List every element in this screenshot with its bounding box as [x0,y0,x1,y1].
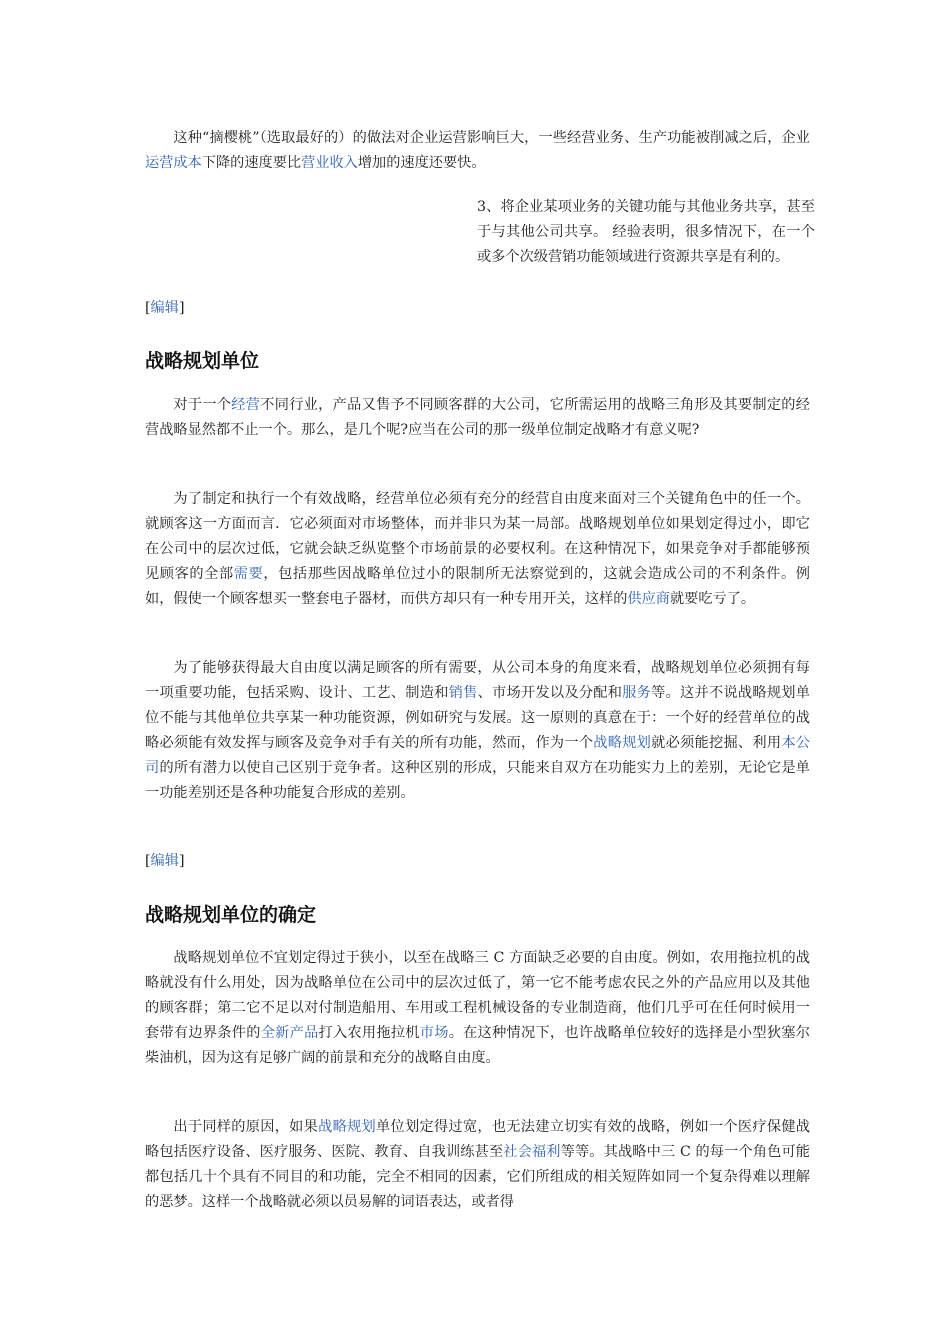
edit-bracket-open: [ [145,853,151,869]
paragraph-text: 、市场开发以及分配和 [477,685,623,701]
paragraph-text: 战略规划单位不宜划定得过于狭小，以至在战略三 C 方面缺乏必要的自由度。例如，农用拖拉机的战略就没有什么用处，因为战略单位在公司中的层次过低了，第一它不能考虑农民之外的产品应用以及其他的顾客群；第二它不足以对付制造船用、车用或工程机械设备的专业制造商，他们几乎可在任何时候用一套带有边界条件的 [145,950,810,1041]
paragraph-text: 等等。其战略中三 C 的每一个角色可能都包括几十个具有不同目的和功能，完全不相同的因素，它们所组成的相关短阵如同一个复杂得难以理解的恶梦。这样一个战略就必须以员易解的词语表达，或者得 [145,1144,810,1210]
link-supplier[interactable]: 供应商 [627,591,670,607]
intro-text-1: 这种“摘樱桃”（选取最好的）的做法对企业运营影响巨大，一些经营业务、生产功能被削减之后，企业 [173,130,810,146]
paragraph-text: 为了能够获得最大自由度以满足顾客的所有需要，从公司本身的角度来看，战略规划单位必须拥有每一项重要功能，包括采购、设计、工艺、制造和 [145,660,810,701]
paragraph-text: 就必须能挖掘、利用 [651,735,782,751]
link-new-product[interactable]: 全新产品 [260,1025,319,1041]
intro-text-2: 下降的速度要比 [201,155,302,171]
paragraph-text: 为了制定和执行一个有效战略，经营单位必须有充分的经营自由度来面对三个关键角色中的任一个。就顾客这一方面而言．它必须面对市场整体，而并非只为某一局部。战略规划单位如果划定得过小，即它在公司中的层次过低，它就会缺乏纵览整个市场前景的必要权利。在这种情况下，如果竞争对手都能够预见顾客的全部 [145,491,810,582]
edit-bracket-open: [ [145,300,151,316]
link-needs[interactable]: 需要 [233,566,264,582]
link-service[interactable]: 服务 [622,685,652,701]
paragraph-text: 的所有潜力以使自己区别于竞争者。这种区别的形成，只能来自双方在功能实力上的差别，无论它是单一功能差别还是各种功能复合形成的差别。 [145,760,810,801]
edit-bracket-close: ] [178,300,185,316]
paragraph-text: 不同行业，产品又售予不同顾客群的大公司，它所需运用的战略三角形及其要制定的经营战略显然都不止一个。那么，是几个呢?应当在公司的那一级单位制定战略才有意义呢? [145,397,810,438]
paragraph-text: 。在这种情况下，也许战略单位较好的选择是小型狄塞尔柴油机，因为这有足够广阔的前景和充分的战略自由度。 [145,1025,810,1066]
paragraph-text: 出于同样的原因，如果 [173,1119,319,1135]
edit-bracket-close: ] [178,853,185,869]
paragraph-text: 单位划定得过宽，也无法建立切实有效的战略，例如一个医疗保健战略包括医疗设备、医疗服务、医院、教育、自我训练甚至 [145,1119,810,1160]
section1-paragraph-1 [145,393,810,443]
edit-button[interactable]: 编辑 [150,300,179,316]
link-operating-cost[interactable]: 运营成本 [145,155,202,171]
section-heading-unit-determination: 战略规划单位的确定 [145,904,317,926]
edit-link-1 [145,298,184,318]
point-3-paragraph [477,195,815,270]
link-own-company[interactable]: 本公司 [145,735,810,776]
section1-paragraph-3 [145,656,810,806]
section1-paragraph-2 [145,487,810,612]
paragraph-text: ，包括那些因战略单位过小的限制所无法察觉到的，这就会造成公司的不利条件。例如，假使一个顾客想买一整套电子器材，而供方却只有一种专用开关，这样的 [145,566,810,607]
link-operating-revenue[interactable]: 营业收入 [301,155,358,171]
paragraph-text: 就要吃亏了。 [669,591,756,607]
paragraph-text: 等。这并不说战略规划单位不能与其他单位共享某一种功能资源，例如研究与发展。这一原则的真意在于：一个好的经营单位的战略必须能有效发挥与顾客及竞争对手有关的所有功能，然而，作为一个 [145,685,810,751]
link-sales[interactable]: 销售 [448,685,478,701]
section-heading-strategic-unit: 战略规划单位 [145,350,260,372]
link-strategic-planning[interactable]: 战略规划 [318,1119,377,1135]
edit-button[interactable]: 编辑 [150,853,179,869]
paragraph-text: 打入农用拖拉机 [318,1025,420,1041]
link-social-welfare[interactable]: 社会福利 [503,1144,561,1160]
section2-paragraph-1 [145,946,810,1071]
intro-text-3: 增加的速度还要快。 [357,155,486,171]
link-business[interactable]: 经营 [231,397,261,413]
edit-link-2 [145,851,184,871]
intro-paragraph [145,126,810,176]
link-market[interactable]: 市场 [419,1025,449,1041]
link-strategic-planning[interactable]: 战略规划 [593,735,652,751]
point-3-text: 3、将企业某项业务的关键功能与其他业务共享，甚至于与其他公司共享。 经验表明，很多情况下，在一个或多个次级营销功能领域进行资源共享是有利的。 [477,199,815,265]
paragraph-text: 对于一个 [173,397,232,413]
section2-paragraph-2 [145,1115,810,1215]
